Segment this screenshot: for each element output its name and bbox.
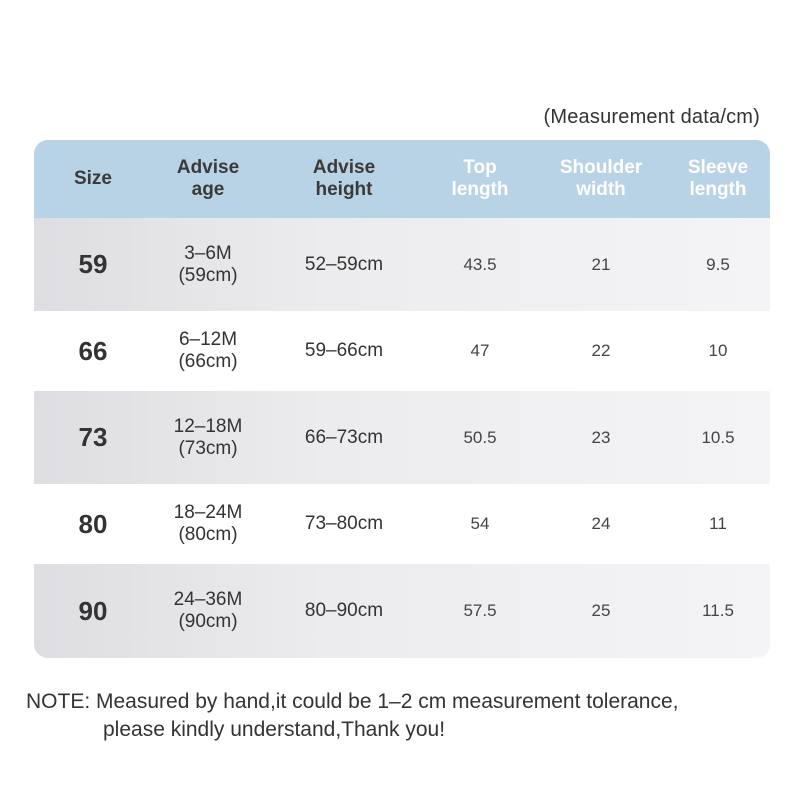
table-row (34, 391, 770, 484)
age-height-cm: (90cm) (178, 611, 238, 632)
header-shoulder-width (536, 157, 666, 201)
header-advise-age-line1: Advise (176, 157, 240, 178)
sleeve-length-cell: 10.5 (701, 427, 735, 447)
size-cell: 59 (78, 249, 108, 279)
sleeve-length-cell: 11 (709, 514, 727, 533)
measurement-tolerance-note (26, 688, 786, 744)
header-advise-height-line2: height (315, 179, 373, 200)
top-length-cell: 47 (470, 341, 490, 360)
header-sleeve-length (666, 157, 770, 201)
table-header (34, 140, 770, 218)
shoulder-width-cell: 25 (591, 601, 611, 620)
age-cell (152, 502, 264, 546)
top-length-cell: 54 (470, 514, 490, 533)
header-advise-age-line2: age (191, 179, 225, 200)
header-shoulder-width-line1: Shoulder (559, 157, 643, 178)
height-cell: 59–66cm (304, 340, 384, 361)
header-sleeve-length-line1: Sleeve (687, 157, 749, 178)
note-line-1: NOTE: Measured by hand,it could be 1–2 cm measurement tolerance, (26, 690, 679, 713)
measurement-unit-note: (Measurement data/cm) (543, 106, 760, 128)
sleeve-length-cell: 9.5 (706, 254, 730, 274)
header-shoulder-width-line2: width (576, 179, 626, 200)
age-height-cm: (66cm) (178, 351, 238, 372)
age-range: 6–12M (178, 329, 238, 350)
shoulder-width-cell: 23 (591, 427, 611, 447)
shoulder-width-cell: 22 (591, 341, 611, 360)
size-cell: 73 (78, 422, 108, 452)
size-cell: 90 (78, 595, 108, 626)
header-advise-height-line1: Advise (312, 157, 376, 178)
age-range: 24–36M (173, 589, 243, 610)
height-cell: 80–90cm (304, 600, 384, 621)
header-advise-height (264, 157, 424, 201)
header-size-label: Size (73, 168, 113, 189)
age-range: 18–24M (173, 502, 243, 523)
age-height-cm: (73cm) (178, 437, 238, 459)
height-cell: 73–80cm (304, 513, 384, 534)
table-row (34, 218, 770, 311)
size-cell: 66 (78, 335, 108, 366)
note-line-2: please kindly understand,Thank you! (103, 718, 446, 741)
top-length-cell: 50.5 (463, 427, 497, 447)
sleeve-length-cell: 11.5 (702, 601, 734, 620)
header-top-length-line1: Top (463, 157, 497, 178)
header-sleeve-length-line2: length (689, 179, 747, 200)
top-length-cell: 43.5 (463, 254, 497, 274)
age-cell (152, 416, 264, 460)
height-cell: 52–59cm (304, 253, 384, 275)
age-cell (152, 589, 264, 633)
height-cell: 66–73cm (304, 426, 384, 448)
age-range: 3–6M (184, 242, 232, 264)
header-size (34, 168, 152, 190)
shoulder-width-cell: 21 (591, 254, 611, 274)
sleeve-length-cell: 10 (708, 341, 728, 360)
table-row (34, 484, 770, 564)
table-row (34, 311, 770, 391)
size-cell: 80 (78, 508, 108, 539)
header-top-length (424, 157, 536, 201)
top-length-cell: 57.5 (463, 601, 497, 620)
size-chart-table (34, 140, 770, 658)
shoulder-width-cell: 24 (591, 514, 611, 533)
age-cell (152, 243, 264, 287)
age-range: 12–18M (173, 415, 243, 437)
header-top-length-line2: length (451, 179, 509, 200)
header-advise-age (152, 157, 264, 201)
age-height-cm: (59cm) (178, 264, 238, 286)
age-cell (152, 329, 264, 373)
age-height-cm: (80cm) (178, 524, 238, 545)
table-row (34, 564, 770, 658)
